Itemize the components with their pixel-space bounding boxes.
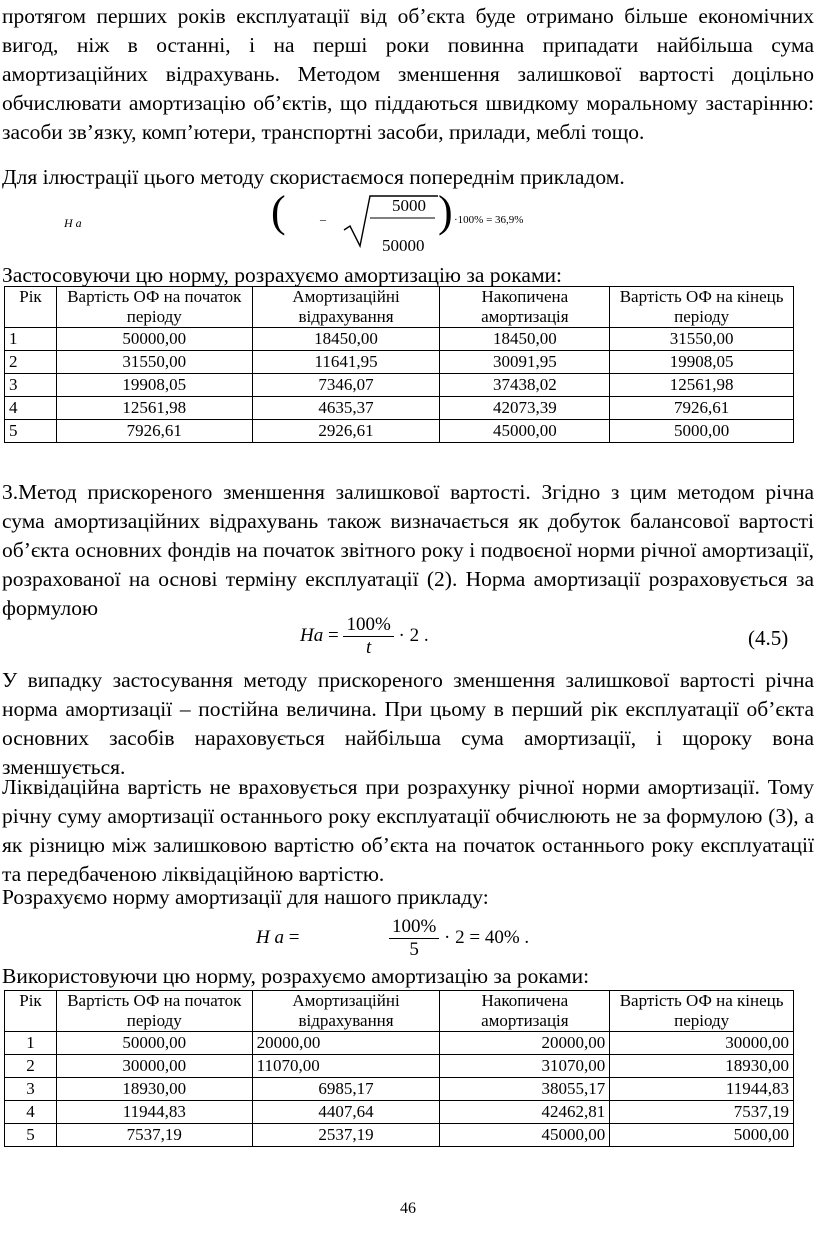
formula1-symbol: H a bbox=[64, 216, 82, 230]
formula-norm-general bbox=[300, 614, 429, 659]
table2-header-accumulated: Накопичена амортизація bbox=[440, 991, 610, 1032]
table-cell: 42073,39 bbox=[440, 397, 610, 420]
table2-header-depreciation: Амортизаційні відрахування bbox=[252, 991, 440, 1032]
table-row bbox=[5, 374, 794, 397]
formula1-paren-left: ( bbox=[271, 187, 286, 236]
paragraph-apply-norm-1: Застосовуючи цю норму, розрахуємо амортизацію за роками: bbox=[2, 263, 563, 287]
table-cell: 38055,17 bbox=[440, 1078, 610, 1101]
table1-header-depreciation: Амортизаційні відрахування bbox=[252, 287, 440, 328]
formula2-number: (4.5) bbox=[748, 626, 789, 650]
formula3-equals: = bbox=[288, 926, 300, 948]
formula3-tail: · 2 = 40% . bbox=[444, 926, 530, 948]
formula1-numerator: 5000 bbox=[392, 196, 426, 215]
table-cell: 50000,00 bbox=[56, 328, 252, 351]
table-cell: 30000,00 bbox=[56, 1055, 252, 1078]
table-cell: 7537,19 bbox=[610, 1101, 794, 1124]
page-number: 46 bbox=[400, 1200, 416, 1217]
paragraph-constant-norm: У випадку застосування методу прискореного зменшення залишкової вартості річна норма амортизації – постійна величина. При цьому в перший рік експлуатації об’єкта основних засобів нараховується найбільша сума амортизації, і щороку вона зменшується. bbox=[2, 668, 814, 779]
table-cell: 30091,95 bbox=[440, 351, 610, 374]
table-cell: 18450,00 bbox=[440, 328, 610, 351]
table-cell: 1 bbox=[5, 1032, 57, 1055]
table-cell: 5000,00 bbox=[610, 420, 794, 443]
formula3-numerator: 100% bbox=[389, 916, 439, 939]
paragraph-illustration: Для ілюстрації цього методу скористаємося попереднім прикладом. bbox=[2, 165, 625, 189]
table2-header-end-value: Вартість ОФ на кінець періоду bbox=[610, 991, 794, 1032]
table-cell: 5000,00 bbox=[610, 1124, 794, 1147]
depreciation-table-1 bbox=[4, 286, 794, 443]
table2-header-year: Рік bbox=[5, 991, 57, 1032]
table-row bbox=[5, 1124, 794, 1147]
table-cell: 20000,00 bbox=[440, 1032, 610, 1055]
table-cell: 19908,05 bbox=[610, 351, 794, 374]
table-row bbox=[5, 397, 794, 420]
table-cell: 42462,81 bbox=[440, 1101, 610, 1124]
paragraph-intro: протягом перших років експлуатації від об’єкта буде отримано більше економічних вигод, ніж в останні, і на перші роки повинна припадати найбільша сума амортизаційних відрахувань. Методом зменшення залишкової вартості доцільно обчислювати амортизацію об’єктів, що піддаються швидкому моральному застарінню: засоби зв’язку, комп’ютери, транспортні засоби, прилади, меблі тощо. bbox=[2, 4, 814, 144]
paragraph-liquidation-value: Ліквідаційна вартість не враховується при розрахунку річної норми амортизації. Тому річну суму амортизації останнього року експлуатації обчислюють не за формулою (3), а як різницю між залишковою вартістю об’єкта на початок останнього року експлуатації та передбаченою ліквідаційною вартістю. bbox=[2, 775, 814, 886]
table-cell: 11070,00 bbox=[252, 1055, 440, 1078]
formula1-result: ·100% = 36,9% bbox=[454, 214, 524, 226]
table-cell: 31550,00 bbox=[56, 351, 252, 374]
table1-header-row bbox=[5, 287, 794, 328]
table-cell: 18930,00 bbox=[610, 1055, 794, 1078]
table1-header-start-value: Вартість ОФ на початок періоду bbox=[56, 287, 252, 328]
table-cell: 4635,37 bbox=[252, 397, 440, 420]
table-cell: 5 bbox=[5, 420, 57, 443]
table-row bbox=[5, 1032, 794, 1055]
formula2-fraction bbox=[343, 614, 393, 659]
table-cell: 31070,00 bbox=[440, 1055, 610, 1078]
table1-header-accumulated: Накопичена амортизація bbox=[440, 287, 610, 328]
table1-header-year: Рік bbox=[5, 287, 57, 328]
table-row bbox=[5, 1078, 794, 1101]
formula2-tail: · 2 . bbox=[398, 624, 429, 646]
table-cell: 4 bbox=[5, 397, 57, 420]
formula3-denominator: 5 bbox=[409, 939, 419, 960]
table-cell: 18930,00 bbox=[56, 1078, 252, 1101]
formula2-numerator: 100% bbox=[343, 614, 393, 637]
table-cell: 37438,02 bbox=[440, 374, 610, 397]
table-row bbox=[5, 1101, 794, 1124]
table-cell: 3 bbox=[5, 1078, 57, 1101]
table-cell: 7346,07 bbox=[252, 374, 440, 397]
formula3-fraction bbox=[389, 916, 439, 961]
table-cell: 11641,95 bbox=[252, 351, 440, 374]
table-row bbox=[5, 1055, 794, 1078]
table-cell: 1 bbox=[5, 328, 57, 351]
formula2-denominator: t bbox=[365, 637, 372, 658]
table-cell: 50000,00 bbox=[56, 1032, 252, 1055]
table2-header-row bbox=[5, 991, 794, 1032]
formula2-symbol: Ha bbox=[300, 624, 324, 646]
table-cell: 7926,61 bbox=[56, 420, 252, 443]
table-cell: 2 bbox=[5, 1055, 57, 1078]
table1-header-end-value: Вартість ОФ на кінець періоду bbox=[610, 287, 794, 328]
table-cell: 3 bbox=[5, 374, 57, 397]
table-cell: 11944,83 bbox=[56, 1101, 252, 1124]
table-cell: 30000,00 bbox=[610, 1032, 794, 1055]
table-cell: 20000,00 bbox=[252, 1032, 440, 1055]
table-cell: 2537,19 bbox=[252, 1124, 440, 1147]
formula3-symbol: H a bbox=[256, 926, 284, 948]
table-cell: 45000,00 bbox=[440, 420, 610, 443]
formula1-paren-right: ) bbox=[438, 187, 453, 236]
table-cell: 5 bbox=[5, 1124, 57, 1147]
table-cell: 4407,64 bbox=[252, 1101, 440, 1124]
table-cell: 6985,17 bbox=[252, 1078, 440, 1101]
table-cell: 19908,05 bbox=[56, 374, 252, 397]
table-cell: 7537,19 bbox=[56, 1124, 252, 1147]
depreciation-table-2 bbox=[4, 990, 794, 1147]
table-row bbox=[5, 328, 794, 351]
formula-norm-example bbox=[256, 916, 529, 961]
formula1-minus: – bbox=[320, 212, 326, 226]
table-cell: 11944,83 bbox=[610, 1078, 794, 1101]
table-cell: 45000,00 bbox=[440, 1124, 610, 1147]
formula2-equals: = bbox=[327, 624, 339, 646]
table-cell: 12561,98 bbox=[610, 374, 794, 397]
table-row bbox=[5, 420, 794, 443]
table-row bbox=[5, 351, 794, 374]
table-cell: 7926,61 bbox=[610, 397, 794, 420]
table-cell: 2 bbox=[5, 351, 57, 374]
table2-header-start-value: Вартість ОФ на початок періоду bbox=[56, 991, 252, 1032]
formula1-denominator: 50000 bbox=[382, 236, 425, 255]
table-cell: 18450,00 bbox=[252, 328, 440, 351]
table-cell: 2926,61 bbox=[252, 420, 440, 443]
paragraph-accelerated-method: 3.Метод прискореного зменшення залишкової вартості. Згідно з цим методом річна сума амортизаційних відрахувань також визначається як добуток балансової вартості об’єкта основних фондів на початок звітного року і подвоєної норми річної амортизації, розрахованої на основі терміну експлуатації (2). Норма амортизації розраховується за формулою bbox=[2, 480, 814, 620]
table-cell: 12561,98 bbox=[56, 397, 252, 420]
paragraph-apply-norm-2: Використовуючи цю норму, розрахуємо амортизацію за роками: bbox=[2, 964, 590, 988]
table-cell: 4 bbox=[5, 1101, 57, 1124]
paragraph-calc-norm: Розрахуємо норму амортизації для нашого прикладу: bbox=[2, 885, 489, 909]
table-cell: 31550,00 bbox=[610, 328, 794, 351]
